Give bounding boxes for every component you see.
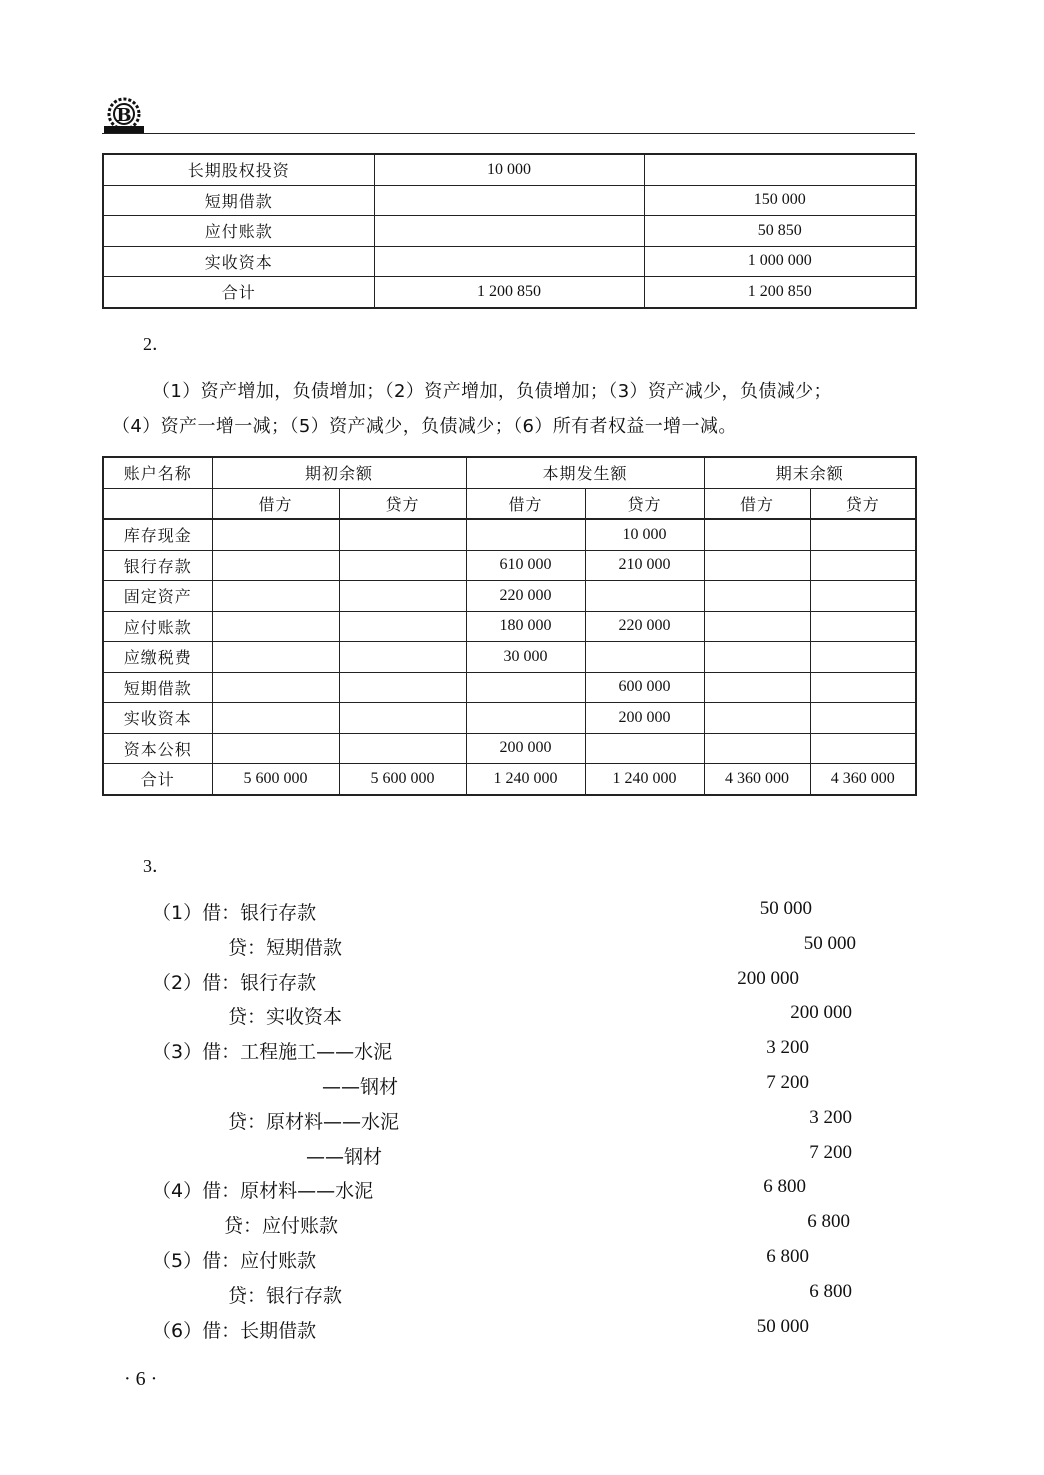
amount-cell bbox=[212, 519, 339, 550]
table-row bbox=[103, 216, 916, 247]
amount-cell bbox=[212, 611, 339, 642]
amount-cell bbox=[466, 703, 585, 734]
header-debit: 借方 bbox=[704, 488, 810, 519]
journal-entry-text: （1）借：银行存款 bbox=[152, 902, 317, 924]
header-debit: 借方 bbox=[466, 488, 585, 519]
amount-cell bbox=[374, 246, 644, 277]
amount-cell: 200 000 bbox=[585, 703, 704, 734]
account-name-cell: 短期借款 bbox=[103, 185, 374, 216]
header-credit: 贷方 bbox=[339, 488, 466, 519]
amount-cell bbox=[810, 611, 916, 642]
amount-cell: 200 000 bbox=[466, 733, 585, 764]
amount-cell bbox=[339, 733, 466, 764]
amount-cell bbox=[704, 611, 810, 642]
journal-entry-text: ——钢材 bbox=[306, 1145, 383, 1168]
table-row bbox=[103, 703, 916, 734]
amount-cell bbox=[466, 672, 585, 703]
amount-cell bbox=[810, 581, 916, 612]
header-closing-balance: 期末余额 bbox=[704, 457, 916, 488]
journal-entry-amount: 6 800 bbox=[809, 1280, 852, 1302]
amount-cell bbox=[704, 733, 810, 764]
journal-entry-text: 贷：应付账款 bbox=[224, 1215, 339, 1238]
table-row bbox=[103, 611, 916, 642]
header-rule bbox=[102, 133, 915, 134]
table-row bbox=[103, 550, 916, 581]
account-name-cell: 应付账款 bbox=[103, 611, 212, 642]
amount-cell bbox=[585, 642, 704, 673]
amount-cell: 10 000 bbox=[374, 154, 644, 185]
amount-cell bbox=[339, 550, 466, 581]
journal-entry-amount: 200 000 bbox=[790, 1002, 852, 1024]
table-subheader-row bbox=[103, 488, 916, 519]
journal-entry-text: 贷：原材料——水泥 bbox=[228, 1110, 400, 1133]
journal-entry-amount: 6 800 bbox=[766, 1246, 809, 1267]
table-row bbox=[103, 581, 916, 612]
table-row bbox=[103, 764, 916, 795]
header-blank bbox=[103, 488, 212, 519]
amount-cell bbox=[212, 733, 339, 764]
header-opening-balance: 期初余额 bbox=[212, 457, 466, 488]
section-2-number: 2． bbox=[143, 334, 170, 354]
header-credit: 贷方 bbox=[585, 488, 704, 519]
journal-entry-amount: 3 200 bbox=[809, 1106, 852, 1128]
account-name-cell: 合计 bbox=[103, 277, 374, 308]
journal-entry-amount: 200 000 bbox=[737, 967, 799, 989]
amount-cell bbox=[212, 642, 339, 673]
journal-entry-text: （3）借：工程施工——水泥 bbox=[152, 1041, 393, 1064]
journal-entry-amount: 50 000 bbox=[803, 932, 856, 954]
table-row bbox=[103, 672, 916, 703]
amount-cell bbox=[810, 642, 916, 673]
page-number: · 6 · bbox=[124, 1368, 158, 1390]
amount-cell: 50 850 bbox=[644, 216, 916, 247]
amount-cell: 4 360 000 bbox=[704, 764, 810, 795]
amount-cell: 1 240 000 bbox=[585, 764, 704, 795]
svg-text:B: B bbox=[116, 105, 132, 126]
amount-cell bbox=[374, 216, 644, 247]
amount-cell bbox=[212, 703, 339, 734]
section-2-line-2: （4）资产一增一减；（5）资产减少，负债减少；（6）所有者权益一增一减。 bbox=[112, 416, 737, 437]
journal-entry-text: （4）借：原材料——水泥 bbox=[152, 1180, 374, 1203]
header-account-name: 账户名称 bbox=[103, 457, 212, 488]
account-name-cell: 应付账款 bbox=[103, 216, 374, 247]
table-header-row bbox=[103, 457, 916, 488]
amount-cell bbox=[585, 733, 704, 764]
table-row bbox=[103, 519, 916, 550]
amount-cell: 1 200 850 bbox=[644, 277, 916, 308]
amount-cell bbox=[466, 519, 585, 550]
account-name-cell: 固定资产 bbox=[103, 581, 212, 612]
amount-cell: 4 360 000 bbox=[810, 764, 916, 795]
amount-cell bbox=[810, 519, 916, 550]
amount-cell bbox=[704, 519, 810, 550]
amount-cell: 180 000 bbox=[466, 611, 585, 642]
header-credit: 贷方 bbox=[810, 488, 916, 519]
amount-cell bbox=[339, 519, 466, 550]
account-name-cell: 应缴税费 bbox=[103, 642, 212, 673]
amount-cell bbox=[704, 672, 810, 703]
table-row bbox=[103, 246, 916, 277]
amount-cell bbox=[339, 581, 466, 612]
amount-cell bbox=[585, 581, 704, 612]
amount-cell bbox=[212, 672, 339, 703]
section-3-number: 3． bbox=[143, 856, 170, 876]
journal-entry-text: 贷：短期借款 bbox=[228, 936, 343, 959]
account-name-cell: 银行存款 bbox=[103, 550, 212, 581]
amount-cell bbox=[212, 550, 339, 581]
amount-cell: 150 000 bbox=[644, 185, 916, 216]
amount-cell bbox=[704, 581, 810, 612]
amount-cell bbox=[339, 642, 466, 673]
amount-cell bbox=[704, 550, 810, 581]
journal-entry-amount: 50 000 bbox=[756, 1315, 809, 1337]
amount-cell bbox=[810, 672, 916, 703]
header-period-amount: 本期发生额 bbox=[466, 457, 704, 488]
table-row bbox=[103, 733, 916, 764]
account-name-cell: 长期股权投资 bbox=[103, 154, 374, 185]
journal-entry-text: 贷：银行存款 bbox=[228, 1284, 343, 1307]
amount-cell bbox=[339, 703, 466, 734]
amount-cell bbox=[644, 154, 916, 185]
amount-cell: 5 600 000 bbox=[212, 764, 339, 795]
account-name-cell: 资本公积 bbox=[103, 733, 212, 764]
journal-entry-text: ——钢材 bbox=[322, 1076, 399, 1098]
account-name-cell: 实收资本 bbox=[103, 703, 212, 734]
journal-entry-amount: 6 800 bbox=[763, 1176, 806, 1198]
amount-cell: 220 000 bbox=[466, 581, 585, 612]
amount-cell bbox=[704, 703, 810, 734]
account-name-cell: 实收资本 bbox=[103, 246, 374, 277]
journal-entry-amount: 3 200 bbox=[766, 1037, 809, 1059]
amount-cell bbox=[339, 672, 466, 703]
journal-entry-text: （2）借：银行存款 bbox=[152, 971, 317, 994]
amount-cell bbox=[374, 185, 644, 216]
account-name-cell: 库存现金 bbox=[103, 519, 212, 550]
amount-cell bbox=[810, 550, 916, 581]
journal-entry-amount: 7 200 bbox=[766, 1072, 809, 1093]
table-row bbox=[103, 277, 916, 308]
table-row bbox=[103, 154, 916, 185]
amount-cell bbox=[212, 581, 339, 612]
amount-cell: 210 000 bbox=[585, 550, 704, 581]
amount-cell bbox=[810, 733, 916, 764]
publisher-logo-icon bbox=[102, 96, 146, 136]
account-name-cell: 合计 bbox=[103, 764, 212, 795]
amount-cell: 5 600 000 bbox=[339, 764, 466, 795]
journal-entry-amount: 50 000 bbox=[759, 898, 812, 919]
balance-table bbox=[102, 153, 917, 309]
amount-cell: 10 000 bbox=[585, 519, 704, 550]
section-2-line-1: （1）资产增加，负债增加；（2）资产增加，负债增加；（3）资产减少，负债减少； bbox=[152, 381, 832, 402]
table-row bbox=[103, 642, 916, 673]
amount-cell: 1 000 000 bbox=[644, 246, 916, 277]
journal-entry-text: （5）借：应付账款 bbox=[152, 1250, 317, 1272]
journal-entry-amount: 6 800 bbox=[807, 1211, 850, 1233]
amount-cell: 1 200 850 bbox=[374, 277, 644, 308]
account-name-cell: 短期借款 bbox=[103, 672, 212, 703]
journal-entry-text: 贷：实收资本 bbox=[228, 1006, 343, 1029]
amount-cell: 1 240 000 bbox=[466, 764, 585, 795]
amount-cell bbox=[704, 642, 810, 673]
amount-cell: 30 000 bbox=[466, 642, 585, 673]
amount-cell: 600 000 bbox=[585, 672, 704, 703]
table-row bbox=[103, 185, 916, 216]
amount-cell bbox=[810, 703, 916, 734]
account-balance-table bbox=[102, 456, 917, 796]
journal-entry-text: （6）借：长期借款 bbox=[152, 1319, 317, 1342]
header-debit: 借方 bbox=[212, 488, 339, 519]
amount-cell bbox=[339, 611, 466, 642]
journal-entry-amount: 7 200 bbox=[809, 1141, 852, 1163]
amount-cell: 220 000 bbox=[585, 611, 704, 642]
amount-cell: 610 000 bbox=[466, 550, 585, 581]
